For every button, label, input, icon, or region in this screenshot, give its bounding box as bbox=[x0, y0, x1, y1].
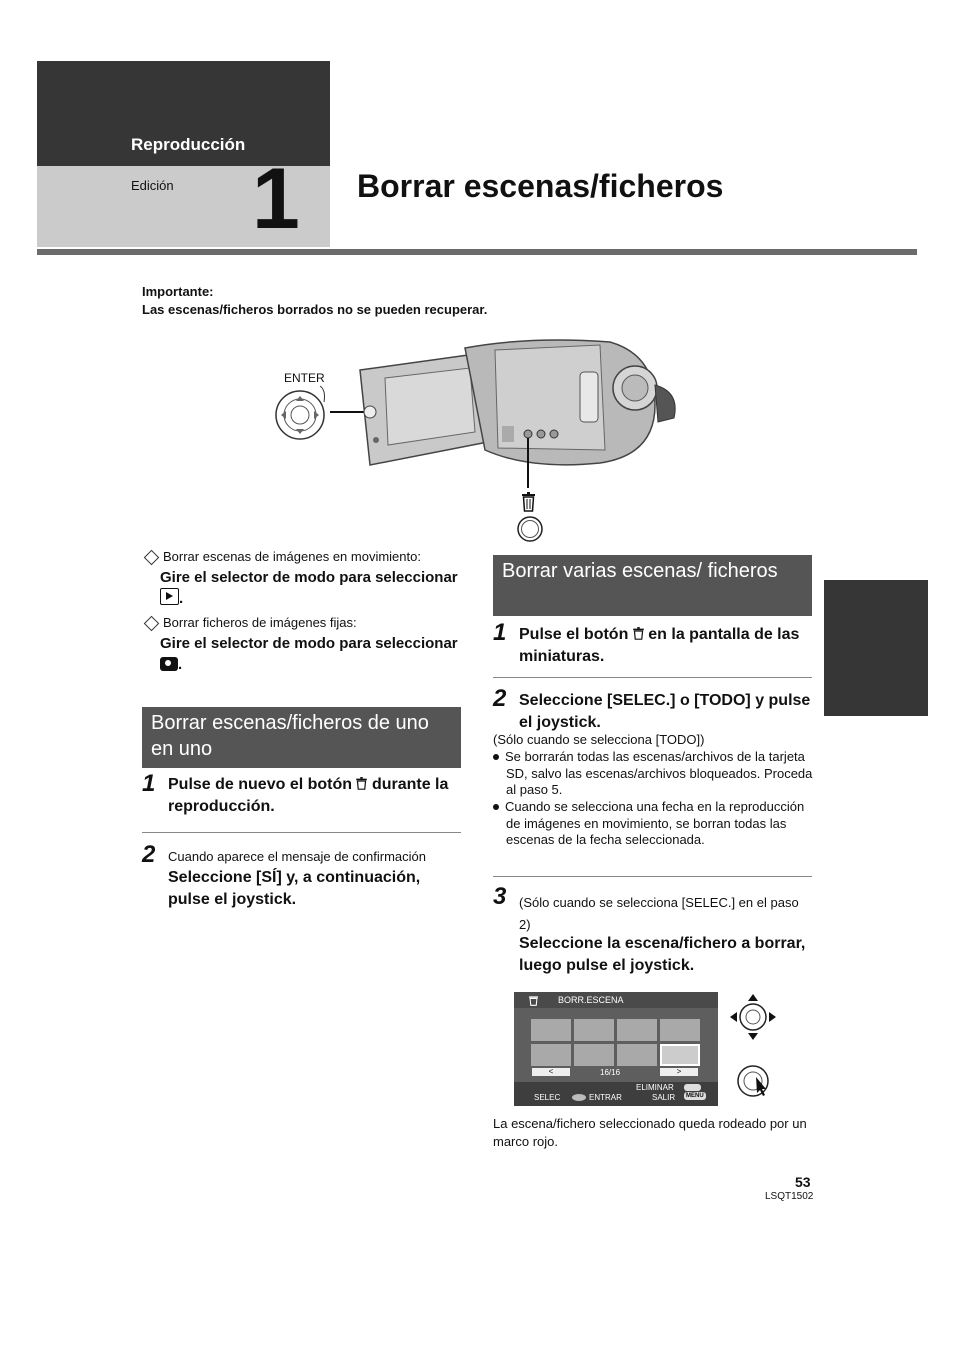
enter-label: ENTER bbox=[284, 371, 325, 385]
trash-icon bbox=[522, 492, 535, 511]
trash-button-icon bbox=[684, 1084, 701, 1091]
thumbnail bbox=[617, 1044, 657, 1066]
enter-label-screen: ENTRAR bbox=[589, 1093, 622, 1102]
mode-instruction-video: Gire el selector de modo para seleccionar . bbox=[160, 569, 458, 607]
section-header-multiple: Borrar varias escenas/ ficheros bbox=[493, 555, 812, 616]
step-number: 3 bbox=[493, 883, 507, 910]
trash-icon bbox=[633, 627, 644, 640]
page-title: Borrar escenas/ficheros bbox=[357, 168, 724, 204]
thumbnail bbox=[531, 1019, 571, 1041]
camcorder-illustration bbox=[270, 330, 690, 545]
divider bbox=[142, 832, 461, 833]
chapter-number: 1 bbox=[252, 151, 300, 247]
thumbnail-screen bbox=[514, 992, 718, 1106]
subsection-label: Edición bbox=[131, 178, 174, 193]
step-number: 2 bbox=[493, 685, 507, 712]
bullet-item: Cuando se selecciona una fecha en la reproducción de imágenes en movimiento, se borran todas las escenas de la fecha seleccionada. bbox=[493, 799, 813, 849]
step-number: 2 bbox=[142, 841, 156, 868]
right-step3-note: (Sólo cuando se selecciona [SELEC.] en el paso 2) bbox=[519, 895, 799, 932]
side-tab bbox=[824, 580, 928, 716]
divider bbox=[493, 876, 812, 877]
bullet-item: Se borrarán todas las escenas/archivos de la tarjeta SD, salvo las escenas/archivos bloqueados. Proceda al paso 5. bbox=[493, 749, 813, 799]
right-step3-text: Seleccione la escena/fichero a borrar, luego pulse el joystick. bbox=[519, 935, 806, 974]
joystick-icon bbox=[572, 1094, 586, 1101]
page-number: 53 bbox=[795, 1174, 811, 1190]
left-step1-text: Pulse de nuevo el botón durante la reproducción. bbox=[168, 776, 449, 815]
thumbnail-selected bbox=[660, 1044, 700, 1066]
left-step2-note: Cuando aparece el mensaje de confirmación bbox=[168, 849, 426, 864]
thumbnail bbox=[660, 1019, 700, 1041]
thumbnail bbox=[574, 1019, 614, 1041]
section-header-one-by-one: Borrar escenas/ficheros de uno en uno bbox=[142, 707, 461, 768]
menu-button-icon: MENU bbox=[686, 1093, 704, 1099]
section-label: Reproducción bbox=[131, 135, 246, 154]
joystick-directions-icon bbox=[728, 992, 778, 1042]
next-button: > bbox=[660, 1068, 698, 1076]
video-playback-mode-icon bbox=[160, 588, 179, 605]
delete-label: ELIMINAR bbox=[636, 1083, 674, 1092]
trash-icon bbox=[356, 777, 367, 790]
right-step2-note: (Sólo cuando se selecciona [TODO]) bbox=[493, 732, 705, 747]
thumbnail bbox=[574, 1044, 614, 1066]
header-rule bbox=[37, 249, 917, 255]
photo-playback-mode-icon bbox=[160, 657, 178, 671]
select-label: SELEC bbox=[534, 1093, 561, 1102]
trash-icon bbox=[528, 995, 539, 1006]
left-step2-text: Seleccione [SÍ] y, a continuación, pulse el joystick. bbox=[168, 869, 421, 908]
thumbnail bbox=[531, 1044, 571, 1066]
diamond-icon bbox=[144, 615, 160, 631]
mode-note-photo: Borrar ficheros de imágenes fijas: bbox=[142, 614, 472, 632]
right-step2-text: Seleccione [SELEC.] o [TODO] y pulse el joystick. bbox=[519, 692, 811, 731]
diamond-icon bbox=[144, 549, 160, 565]
step-number: 1 bbox=[142, 770, 156, 797]
screen-title: BORR.ESCENA bbox=[558, 995, 624, 1005]
exit-label: SALIR bbox=[652, 1093, 676, 1102]
important-text: Las escenas/ficheros borrados no se pueden recuperar. bbox=[142, 302, 488, 317]
step-number: 1 bbox=[493, 619, 507, 646]
prev-button: < bbox=[532, 1068, 570, 1076]
divider bbox=[493, 677, 812, 678]
mode-instruction-photo: Gire el selector de modo para seleccionar . bbox=[160, 635, 458, 673]
page-counter: 16/16 bbox=[600, 1068, 621, 1077]
right-step1-text: Pulse el botón en la pantalla de las miniaturas. bbox=[519, 626, 800, 665]
important-title: Importante: bbox=[142, 284, 214, 299]
joystick-press-icon bbox=[735, 1063, 773, 1099]
model-code: LSQT1502 bbox=[765, 1191, 814, 1202]
mode-note-video: Borrar escenas de imágenes en movimiento: bbox=[142, 548, 472, 566]
screen-caption: La escena/fichero seleccionado queda rodeado por un marco rojo. bbox=[493, 1116, 807, 1149]
thumbnail bbox=[617, 1019, 657, 1041]
